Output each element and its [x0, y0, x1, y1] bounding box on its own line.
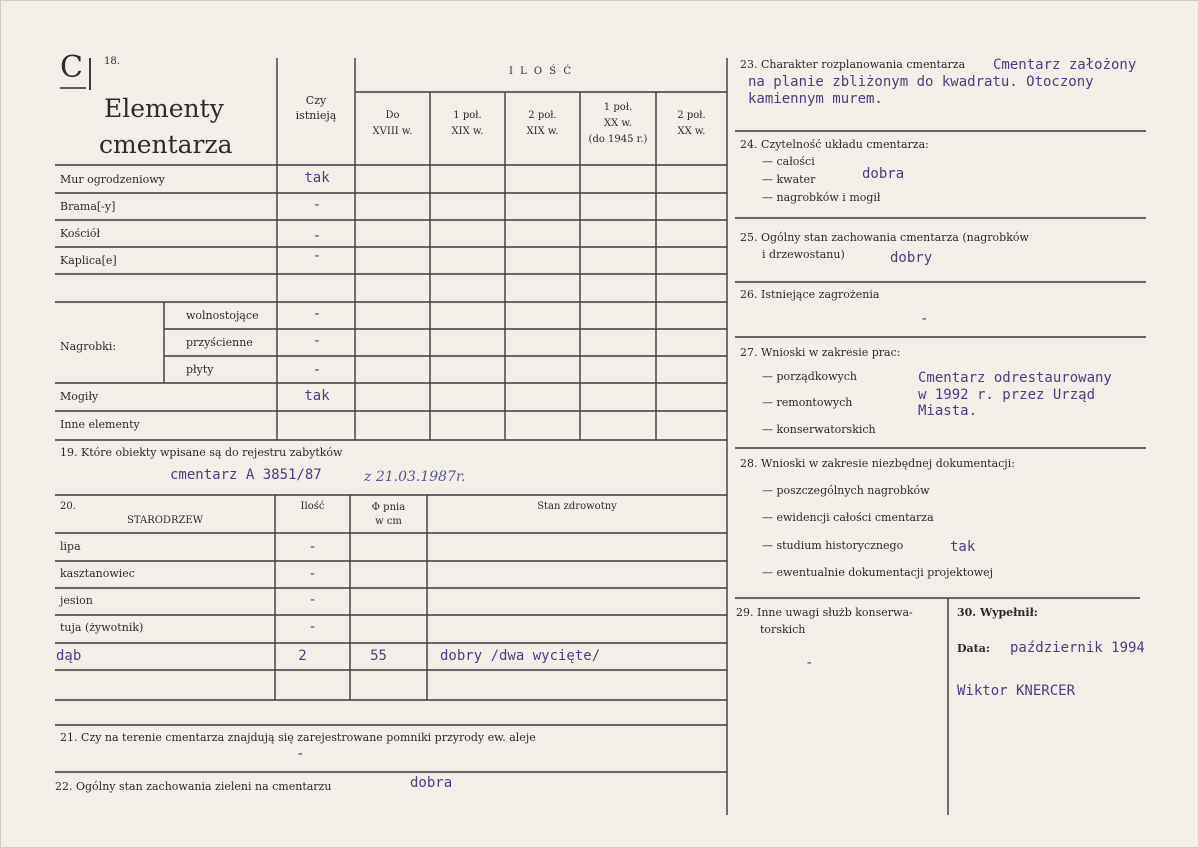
tree-row-health: dobry /dwa wycięte/ [440, 648, 601, 664]
s19-typed-value: cmentarz A 3851/87 [170, 467, 322, 483]
s24-item-graves: — nagrobków i mogił [762, 191, 881, 204]
s24-label: 24. Czytelność układu cmentarza: [740, 138, 929, 151]
element-label-other: Inne elementy [60, 418, 140, 431]
period-col-5-line2: XX w. [677, 126, 706, 137]
element-value-wall: tak [304, 170, 330, 186]
s30-date-label: Data: [957, 642, 990, 655]
s20-header: STARODRZEW [127, 515, 203, 526]
tree-row-name: lipa [60, 540, 81, 553]
period-col-1 [355, 108, 430, 140]
s30-date-value: październik 1994 [1010, 640, 1145, 656]
s21-value: - [296, 746, 305, 762]
nagrobki-value-slabs: - [312, 362, 322, 378]
s26-label: 26. Istniejące zagrożenia [740, 288, 880, 301]
period-col-3 [505, 108, 580, 140]
tree-row-name: tuja (żywotnik) [60, 621, 144, 634]
tree-row-name: dąb [56, 648, 82, 664]
s29-label-line1: 29. Inne uwagi służb konserwa- [736, 606, 913, 619]
period-col-2-line1: 1 poł. [453, 110, 482, 121]
tree-row-qty: - [308, 566, 317, 582]
s27-value-line1: Cmentarz odrestaurowany [918, 370, 1112, 386]
s22-value: dobra [410, 775, 453, 791]
period-col-1-line1: Do [385, 110, 400, 121]
s27-label: 27. Wnioski w zakresie prac: [740, 346, 901, 359]
s22-label: 22. Ogólny stan zachowania zieleni na cmentarzu [55, 780, 332, 793]
s20-col-diam-line2: w cm [375, 516, 402, 527]
col-exists-line1: Czy [305, 94, 327, 107]
s30-author: Wiktor KNERCER [957, 683, 1076, 699]
tree-row-diam: 55 [370, 648, 387, 664]
s21-label: 21. Czy na terenie cmentarza znajdują się zarejestrowane pomniki przyrody ew. aleje [60, 731, 536, 744]
s19-label: 19. Które obiekty wpisane są do rejestru zabytków [60, 446, 343, 459]
s23-label: 23. Charakter rozplanowania cmentarza [740, 58, 966, 71]
s29-value: - [805, 655, 814, 671]
s23-value-line1: Cmentarz założony [993, 57, 1137, 73]
s27-value-line3: Miasta. [918, 403, 978, 419]
period-col-4 [580, 100, 656, 148]
element-label-church: Kościół [60, 227, 101, 240]
s28-label: 28. Wnioski w zakresie niezbędnej dokumentacji: [740, 457, 1015, 470]
col-exists-header [277, 93, 355, 123]
period-col-2-line2: XIX w. [451, 126, 484, 137]
tree-row-name: jesion [60, 594, 93, 607]
s23-value-line3: kamiennym murem. [748, 91, 883, 107]
nagrobki-label: Nagrobki: [60, 340, 117, 353]
s27-item-cleanup: — porządkowych [762, 370, 857, 383]
s25-value: dobry [890, 250, 933, 266]
s26-value: - [920, 311, 929, 327]
col-exists-line2: istnieją [295, 109, 337, 122]
element-label-graves: Mogiły [60, 390, 99, 403]
nagrobki-label-freestanding: wolnostojące [186, 309, 259, 322]
element-value-graves: tak [304, 388, 330, 404]
s24-item-whole: — całości [762, 155, 815, 168]
nagrobki-label-wall: przyścienne [186, 336, 253, 349]
s25-label-line2: i drzewostanu) [762, 248, 845, 261]
s29-label-line2: torskich [760, 623, 806, 636]
section-letter: C [60, 50, 83, 85]
s20-col-health: Stan zdrowotny [537, 501, 617, 512]
s20-col-diam-line1: Φ pnia [371, 502, 406, 513]
s28-item-design: — ewentualnie dokumentacji projektowej [762, 566, 994, 579]
s23-value-line2: na planie zbliżonym do kwadratu. Otoczony [748, 74, 1094, 90]
period-col-3-line2: XIX w. [526, 126, 559, 137]
tree-row-qty: - [308, 592, 317, 608]
period-col-5-line1: 2 poł. [677, 110, 706, 121]
s19-handwritten-date: z 21.03.1987r. [364, 469, 466, 485]
period-col-4-line2: XX w. [604, 118, 632, 129]
s28-item-tombstones: — poszczególnych nagrobków [762, 484, 930, 497]
s24-item-quarters: — kwater [762, 173, 816, 186]
period-col-3-line1: 2 poł. [528, 110, 557, 121]
period-col-5 [656, 108, 727, 140]
tree-row-qty: - [308, 539, 317, 555]
s28-value: tak [950, 539, 976, 555]
element-value-chapel: - [312, 248, 322, 264]
s20-col-diam [350, 501, 427, 529]
element-label-gate: Brama[-y] [60, 200, 116, 213]
s28-item-historical: — studium historycznego [762, 539, 904, 552]
ilosc-header: I L O Ś Ć [508, 66, 573, 77]
period-col-2 [430, 108, 505, 140]
s24-value: dobra [862, 166, 905, 182]
element-value-gate: - [312, 197, 322, 213]
tree-row-qty: 2 [298, 648, 307, 664]
nagrobki-value-wall: - [312, 333, 322, 349]
period-col-4-line3: (do 1945 r.) [588, 134, 648, 145]
s27-item-repair: — remontowych [762, 396, 853, 409]
tree-row-qty: - [308, 619, 317, 635]
nagrobki-label-slabs: płyty [186, 363, 214, 376]
tree-row-name: kasztanowiec [60, 567, 135, 580]
s30-label: 30. Wypełnił: [957, 606, 1038, 619]
nagrobki-value-freestanding: - [312, 306, 322, 322]
s20-number: 20. [60, 501, 76, 512]
period-col-1-line2: XVIII w. [372, 126, 413, 137]
s20-col-qty: Ilość [300, 501, 325, 512]
s27-item-conservation: — konserwatorskich [762, 423, 876, 436]
element-label-chapel: Kaplica[e] [60, 254, 117, 267]
section-number: 18. [104, 56, 120, 67]
form-title-line1: Elementy [104, 94, 224, 123]
s27-value-line2: w 1992 r. przez Urząd [918, 387, 1096, 403]
element-value-church: - [312, 228, 322, 244]
form-title-line2: cmentarza [99, 130, 233, 159]
s25-label-line1: 25. Ogólny stan zachowania cmentarza (nagrobków [740, 231, 1029, 244]
element-label-wall: Mur ogrodzeniowy [60, 173, 165, 186]
s28-item-registry: — ewidencji całości cmentarza [762, 511, 934, 524]
period-col-4-line1: 1 poł. [603, 102, 633, 113]
